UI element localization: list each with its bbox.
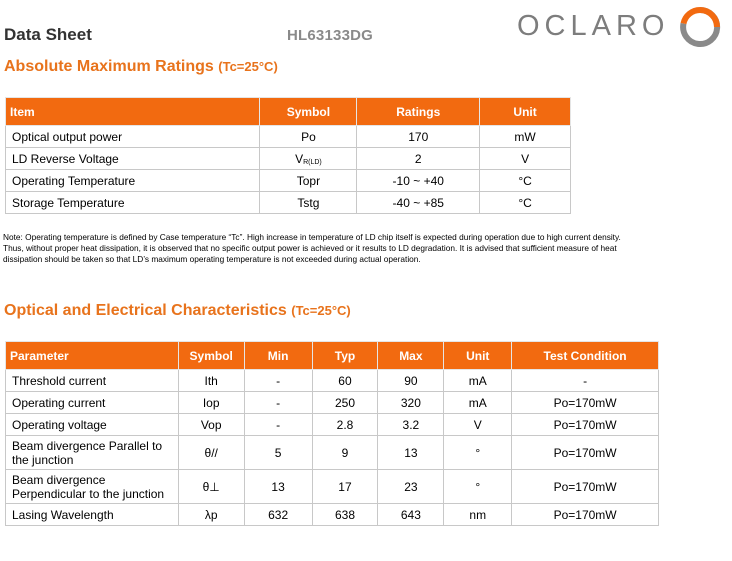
table-row: [6, 414, 659, 436]
cell-symbol: Ith: [178, 370, 244, 392]
logo-text: OCLARO: [517, 10, 670, 42]
cell-unit: V: [444, 414, 512, 436]
cell-symbol: Vop: [178, 414, 244, 436]
table-row: [6, 436, 659, 470]
cell-unit: mA: [444, 370, 512, 392]
cell-item: Operating Temperature: [6, 170, 260, 192]
cell-rating: 170: [357, 126, 480, 148]
cell-typ: 250: [312, 392, 378, 414]
cell-parameter: Beam divergence Perpendicular to the junction: [6, 470, 179, 504]
col-header-ratings: Ratings: [357, 98, 480, 126]
table-row: [6, 370, 659, 392]
table-row: [6, 192, 571, 214]
cell-unit: V: [480, 148, 571, 170]
cell-symbol: θ⊥: [178, 470, 244, 504]
cell-item: Optical output power: [6, 126, 260, 148]
section-title-text: Absolute Maximum Ratings: [4, 58, 214, 75]
col-header-test-condition: Test Condition: [512, 342, 659, 370]
cell-parameter: Operating current: [6, 392, 179, 414]
cell-max: 13: [378, 436, 444, 470]
cell-min: 632: [244, 504, 312, 526]
cell-symbol: Po: [260, 126, 357, 148]
cell-symbol: Tstg: [260, 192, 357, 214]
col-header-symbol: Symbol: [260, 98, 357, 126]
col-header-unit: Unit: [480, 98, 571, 126]
cell-rating: 2: [357, 148, 480, 170]
symbol-main: V: [295, 151, 304, 166]
cell-item: Storage Temperature: [6, 192, 260, 214]
cell-symbol: θ//: [178, 436, 244, 470]
cell-item: LD Reverse Voltage: [6, 148, 260, 170]
cell-condition: Po=170mW: [512, 392, 659, 414]
cell-typ: 60: [312, 370, 378, 392]
cell-parameter: Lasing Wavelength: [6, 504, 179, 526]
cell-min: -: [244, 392, 312, 414]
section-condition: (Tc=25°C): [218, 59, 278, 74]
cell-rating: -40 ~ +85: [357, 192, 480, 214]
absolute-max-ratings-table: [5, 97, 571, 214]
cell-unit: °C: [480, 192, 571, 214]
cell-unit: °: [444, 470, 512, 504]
table-row: [6, 126, 571, 148]
cell-max: 3.2: [378, 414, 444, 436]
cell-min: -: [244, 414, 312, 436]
cell-condition: Po=170mW: [512, 470, 659, 504]
col-header-unit: Unit: [444, 342, 512, 370]
cell-rating: -10 ~ +40: [357, 170, 480, 192]
cell-max: 90: [378, 370, 444, 392]
optical-electrical-table: [5, 341, 659, 526]
cell-min: -: [244, 370, 312, 392]
oclaro-logo: [517, 6, 727, 48]
table-header-row: [6, 98, 571, 126]
cell-min: 5: [244, 436, 312, 470]
cell-condition: Po=170mW: [512, 504, 659, 526]
table-row: [6, 392, 659, 414]
section-condition: (Tc=25°C): [291, 303, 351, 318]
section-title-text: Optical and Electrical Characteristics: [4, 302, 287, 319]
cell-unit: °: [444, 436, 512, 470]
table-row: [6, 170, 571, 192]
table-row: [6, 148, 571, 170]
section-title-optical-electrical: [4, 302, 351, 320]
section-title-absolute-max: [4, 58, 278, 76]
cell-typ: 17: [312, 470, 378, 504]
part-number: HL63133DG: [287, 27, 374, 44]
cell-min: 13: [244, 470, 312, 504]
note-line: Note: Operating temperature is defined by Case temperature “Tc”. High increase in temperature of LD chip itself is expected during operation due to high current density.: [3, 232, 621, 242]
note-line: dissipation should be taken so that LD’s maximum operating temperature is not exceeded during actual operation.: [3, 254, 421, 264]
logo-mark-icon: [679, 6, 721, 48]
cell-max: 320: [378, 392, 444, 414]
page-header: [0, 0, 732, 56]
cell-max: 23: [378, 470, 444, 504]
doc-title: Data Sheet: [4, 25, 92, 44]
cell-parameter: Threshold current: [6, 370, 179, 392]
table-row: [6, 504, 659, 526]
col-header-max: Max: [378, 342, 444, 370]
col-header-typ: Typ: [312, 342, 378, 370]
cell-unit: nm: [444, 504, 512, 526]
table-header-row: [6, 342, 659, 370]
note-line: Thus, without proper heat dissipation, it is observed that no specific output power is achieved or it results to LD degradation. It is advised that sufficient measure of heat: [3, 243, 617, 253]
cell-symbol: Topr: [260, 170, 357, 192]
cell-typ: 638: [312, 504, 378, 526]
symbol-subscript: R(LD): [303, 158, 322, 166]
cell-symbol: Iop: [178, 392, 244, 414]
cell-unit: mA: [444, 392, 512, 414]
cell-unit: mW: [480, 126, 571, 148]
cell-unit: °C: [480, 170, 571, 192]
cell-condition: Po=170mW: [512, 414, 659, 436]
cell-condition: -: [512, 370, 659, 392]
cell-typ: 2.8: [312, 414, 378, 436]
col-header-min: Min: [244, 342, 312, 370]
table-row: [6, 470, 659, 504]
col-header-parameter: Parameter: [6, 342, 179, 370]
cell-parameter: Beam divergence Parallel to the junction: [6, 436, 179, 470]
cell-parameter: Operating voltage: [6, 414, 179, 436]
cell-symbol: [260, 148, 357, 170]
col-header-item: Item: [6, 98, 260, 126]
operating-temperature-note: [3, 232, 729, 265]
cell-symbol: λp: [178, 504, 244, 526]
cell-typ: 9: [312, 436, 378, 470]
cell-max: 643: [378, 504, 444, 526]
cell-condition: Po=170mW: [512, 436, 659, 470]
col-header-symbol: Symbol: [178, 342, 244, 370]
